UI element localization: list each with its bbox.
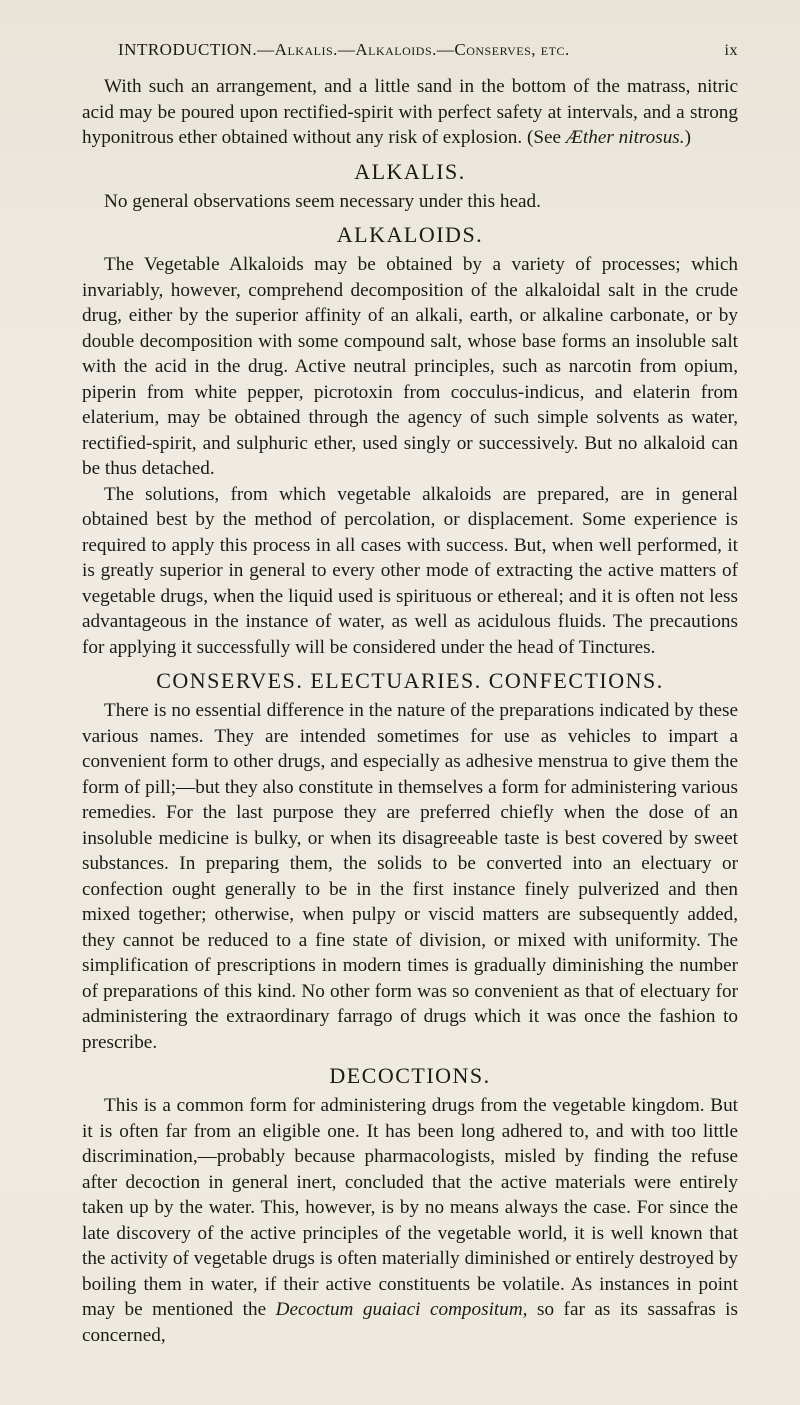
running-head [82, 40, 738, 60]
heading-conserves: CONSERVES. ELECTUARIES. CONFECTIONS. [156, 668, 664, 693]
decoctum-name: Decoctum guaiaci compositum, [275, 1299, 528, 1320]
heading-alkalis: ALKALIS. [354, 158, 466, 184]
intro-paragraph [82, 74, 738, 151]
conserves-paragraph: There is no essential difference in the nature of the preparations indicated by these various names. They are intended sometimes for use as vehicles to impart a convenient form to other drugs, and especially as adhesive menstrua to give them the form of pill;—but they also constitute in themselves a form for administering various remedies. For the last purpose they are preferred chiefly when the dose of an insoluble medicine is bulky, or when its disagreeable taste is best covered by sweet substances. In preparing them, the solids to be converted into an electuary or confection ought generally to be in the first instance finely pulverized and then mixed together; otherwise, when pulpy or viscid matters are subsequently added, they cannot be reduced to a fine state of division, or mixed with uniformity. The simplification of prescriptions in modern times is gradually diminishing the number of preparations of this kind. No other form was so convenient as that of electuary for administering the extraordinary farrago of drugs which it was once the fashion to prescribe. [82, 700, 738, 1053]
heading-decoctions: DECOCTIONS. [329, 1063, 491, 1088]
alkaloids-paragraph-1: The Vegetable Alkaloids may be obtained by a variety of processes; which invariably, however, comprehend decomposition of the alkaloidal salt in the crude drug, either by the superior affinity of an alkali, earth, or alkaline carbonate, or by double decomposition with some compound salt, whose base forms an insoluble salt with the acid in the drug. Active neutral principles, such as narcotin from opium, piperin from white pepper, picrotoxin from cocculus-indicus, and elaterin from elaterium, may be obtained through the agency of such simple solvents as water, rectified-spirit, and sulphuric ether, used singly or successively. But no alkaloid can be thus detached. [82, 254, 738, 479]
page-number: ix [724, 42, 738, 59]
intro-text: With such an arrangement, and a little sand in the bottom of the matrass, nitric acid may be poured upon rectified-spirit with perfect safety at intervals, and a strong hyponitrous ether obtained without any risk of explosion. (See [82, 76, 738, 148]
heading-alkaloids: ALKALOIDS. [336, 222, 484, 247]
decoctions-tail: so far as its sassafras is concerned, [82, 1299, 738, 1346]
decoctions-paragraph [82, 1093, 738, 1348]
alkalis-paragraph: No general observations seem necessary under this head. [104, 190, 541, 212]
intro-reference: Æther nitrosus. [565, 127, 685, 148]
intro-tail: ) [684, 127, 691, 148]
running-title: INTRODUCTION.—Alkalis.—Alkaloids.—Conserves, etc. [118, 40, 570, 59]
alkaloids-paragraph-2: The solutions, from which vegetable alkaloids are prepared, are in general obtained best by the method of percolation, or displacement. Some experience is required to apply this process in all cases with success. But, when well performed, it is greatly superior in general to every other mode of extracting the active matters of vegetable drugs, when the liquid used is spirituous or ethereal; and it is often not less advantageous in the instance of water, as well as acidulous fluids. The precautions for applying it successfully will be considered under the head of Tinctures. [82, 483, 738, 658]
decoctions-text: This is a common form for administering drugs from the vegetable kingdom. But it is often far from an eligible one. It has been long adhered to, and with too little discrimination,—probably because pharmacologists, misled by finding the refuse after decoction in general inert, concluded that the active materials were entirely taken up by the water. This, however, is by no means always the case. For since the late discovery of the active principles of the vegetable world, it is well known that the activity of vegetable drugs is often materially diminished or entirely destroyed by boiling them in water, if their active constituents be volatile. As instances in point may be mentioned the [82, 1095, 738, 1320]
